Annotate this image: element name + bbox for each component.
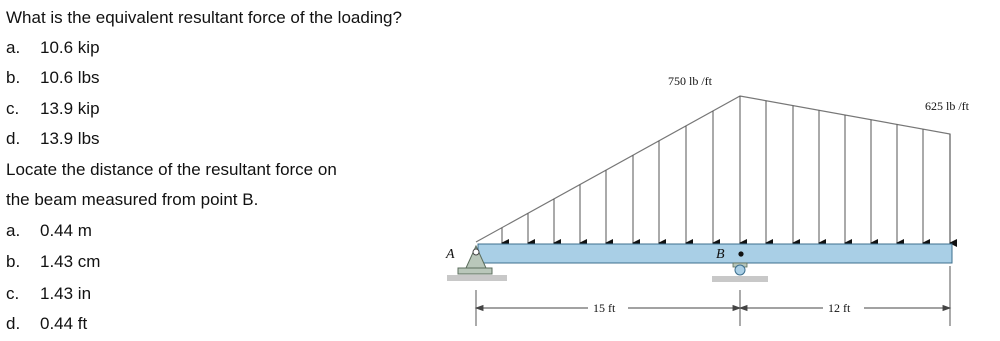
question-1-prompt: What is the equivalent resultant force of the loading? [6,8,402,27]
option-text: 13.9 kip [40,99,100,118]
question-2-prompt-line-1: Locate the distance of the resultant force on [6,160,337,179]
option-text: 10.6 kip [40,38,100,57]
option-letter: c. [6,99,20,118]
question-2-prompt-line-2: the beam measured from point B. [6,190,259,209]
dimension-lines [476,266,950,326]
option-text: 10.6 lbs [40,68,100,87]
span-right-label: 12 ft [828,301,851,315]
option-letter: d. [6,314,21,333]
roller-support-b [712,263,768,279]
load-right-label: 625 lb /ft [925,99,969,113]
option-letter: b. [6,252,21,271]
option-text: 0.44 ft [40,314,88,333]
option-letter: a. [6,221,21,240]
point-b-marker [738,251,743,256]
option-text: 13.9 lbs [40,129,100,148]
point-b-label: B [716,247,725,262]
option-letter: a. [6,38,21,57]
option-letter: d. [6,129,21,148]
option-text: 1.43 in [40,284,92,303]
option-text: 0.44 m [40,221,92,240]
load-peak-label: 750 lb /ft [668,74,712,88]
load-arrows [502,96,950,243]
span-left-label: 15 ft [593,301,616,315]
option-text: 1.43 cm [40,252,101,271]
option-letter: c. [6,284,20,303]
option-letter: b. [6,68,21,87]
beam [478,244,952,263]
point-a-label: A [446,247,455,262]
